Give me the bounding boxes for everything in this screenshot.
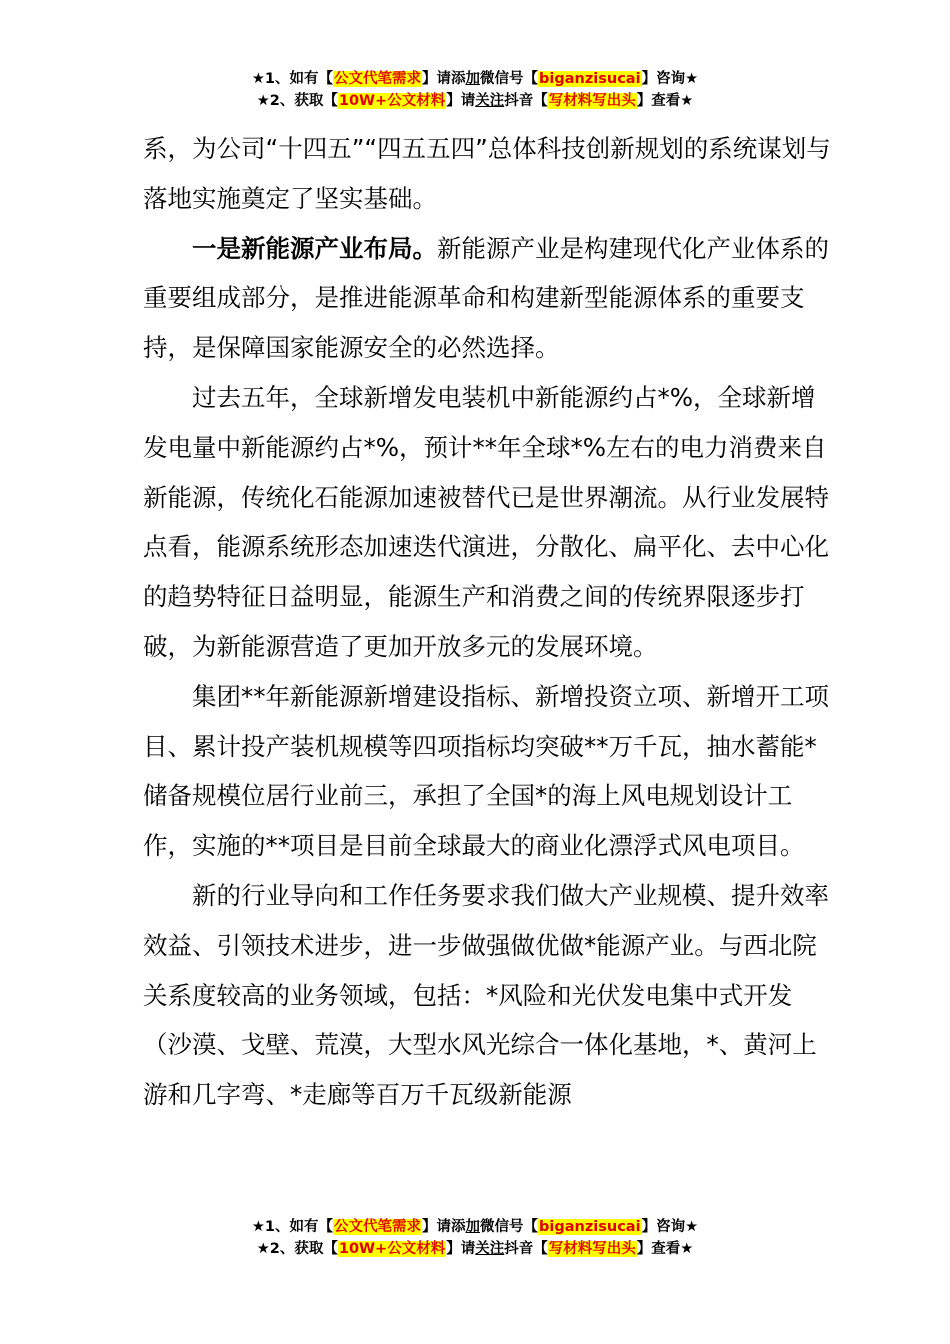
banner-underline: 关注	[475, 1241, 505, 1257]
paragraph-text: 新能源产业是构建现代化产业体系的重要组成部分，是推进能源革命和构建新型能源体系的重要支持，是保障国家能源安全的必然选择。	[143, 233, 829, 363]
banner-text: 】查看★	[636, 1241, 694, 1257]
banner-highlight: 公文代笔需求	[334, 71, 422, 87]
banner-highlight: 公文代笔需求	[334, 1219, 422, 1235]
banner-text: 】请添	[422, 71, 466, 87]
banner-text: 】请添	[422, 1219, 466, 1235]
banner-text: 】查看★	[636, 93, 694, 109]
banner-line-2	[0, 1238, 950, 1260]
banner-text: 】咨询★	[641, 71, 699, 87]
banner-wechat-id: biganzisucai	[539, 71, 641, 87]
banner-line-1	[0, 1216, 950, 1238]
document-body	[143, 124, 833, 1120]
banner-douyin-id: 写材料写出头	[548, 93, 636, 109]
footer-banner	[0, 1216, 950, 1260]
paragraph-group-achievements: 集团**年新能源新增建设指标、新增投资立项、新增开工项目、累计投产装机规模等四项指标均突破**万千瓦，抽水蓄能*储备规模位居行业前三，承担了全国*的海上风电规划设计工作，实施的**项目是目前全球最大的商业化漂浮式风电项目。	[143, 681, 829, 861]
banner-highlight: 10W+公文材料	[338, 93, 446, 109]
paragraph-continued: 系，为公司“十四五”“四五五四”总体科技创新规划的系统谋划与落地实施奠定了坚实基础。	[143, 134, 831, 213]
banner-text: 】咨询★	[641, 1219, 699, 1235]
section-heading: 一是新能源产业布局。	[192, 233, 437, 263]
banner-text: 抖音【	[504, 1241, 548, 1257]
banner-text: 】请	[446, 93, 476, 109]
banner-underline: 关注	[475, 93, 505, 109]
banner-text: 微信号【	[480, 1219, 539, 1235]
banner-text: 】请	[446, 1241, 476, 1257]
banner-line-2	[0, 90, 950, 112]
header-banner	[0, 68, 950, 112]
banner-text: ★2、获取【	[256, 93, 338, 109]
banner-text: ★1、如有【	[251, 71, 334, 87]
banner-highlight: 10W+公文材料	[338, 1241, 446, 1257]
banner-text: ★1、如有【	[251, 1219, 334, 1235]
banner-text: 微信号【	[480, 71, 539, 87]
banner-underline: 加	[465, 1219, 481, 1235]
banner-douyin-id: 写材料写出头	[548, 1241, 636, 1257]
banner-text: 抖音【	[504, 93, 548, 109]
banner-wechat-id: biganzisucai	[539, 1219, 641, 1235]
banner-text: ★2、获取【	[256, 1241, 338, 1257]
paragraph-industry-direction: 新的行业导向和工作任务要求我们做大产业规模、提升效率效益、引领技术进步，进一步做强做优做*能源产业。与西北院关系度较高的业务领域，包括：*风险和光伏发电集中式开发（沙漠、戈壁、荒漠，大型水风光综合一体化基地，*、黄河上游和几字弯、*走廊等百万千瓦级新能源	[143, 880, 829, 1110]
paragraph-new-energy	[143, 224, 833, 373]
banner-line-1	[0, 68, 950, 90]
paragraph-global-trend: 过去五年，全球新增发电装机中新能源约占*%，全球新增发电量中新能源约占*%，预计**年全球*%左右的电力消费来自新能源，传统化石能源加速被替代已是世界潮流。从行业发展特点看，能源系统形态加速迭代演进，分散化、扁平化、去中心化的趋势特征日益明显，能源生产和消费之间的传统界限逐步打破，为新能源营造了更加开放多元的发展环境。	[143, 382, 829, 661]
banner-underline: 加	[465, 71, 481, 87]
